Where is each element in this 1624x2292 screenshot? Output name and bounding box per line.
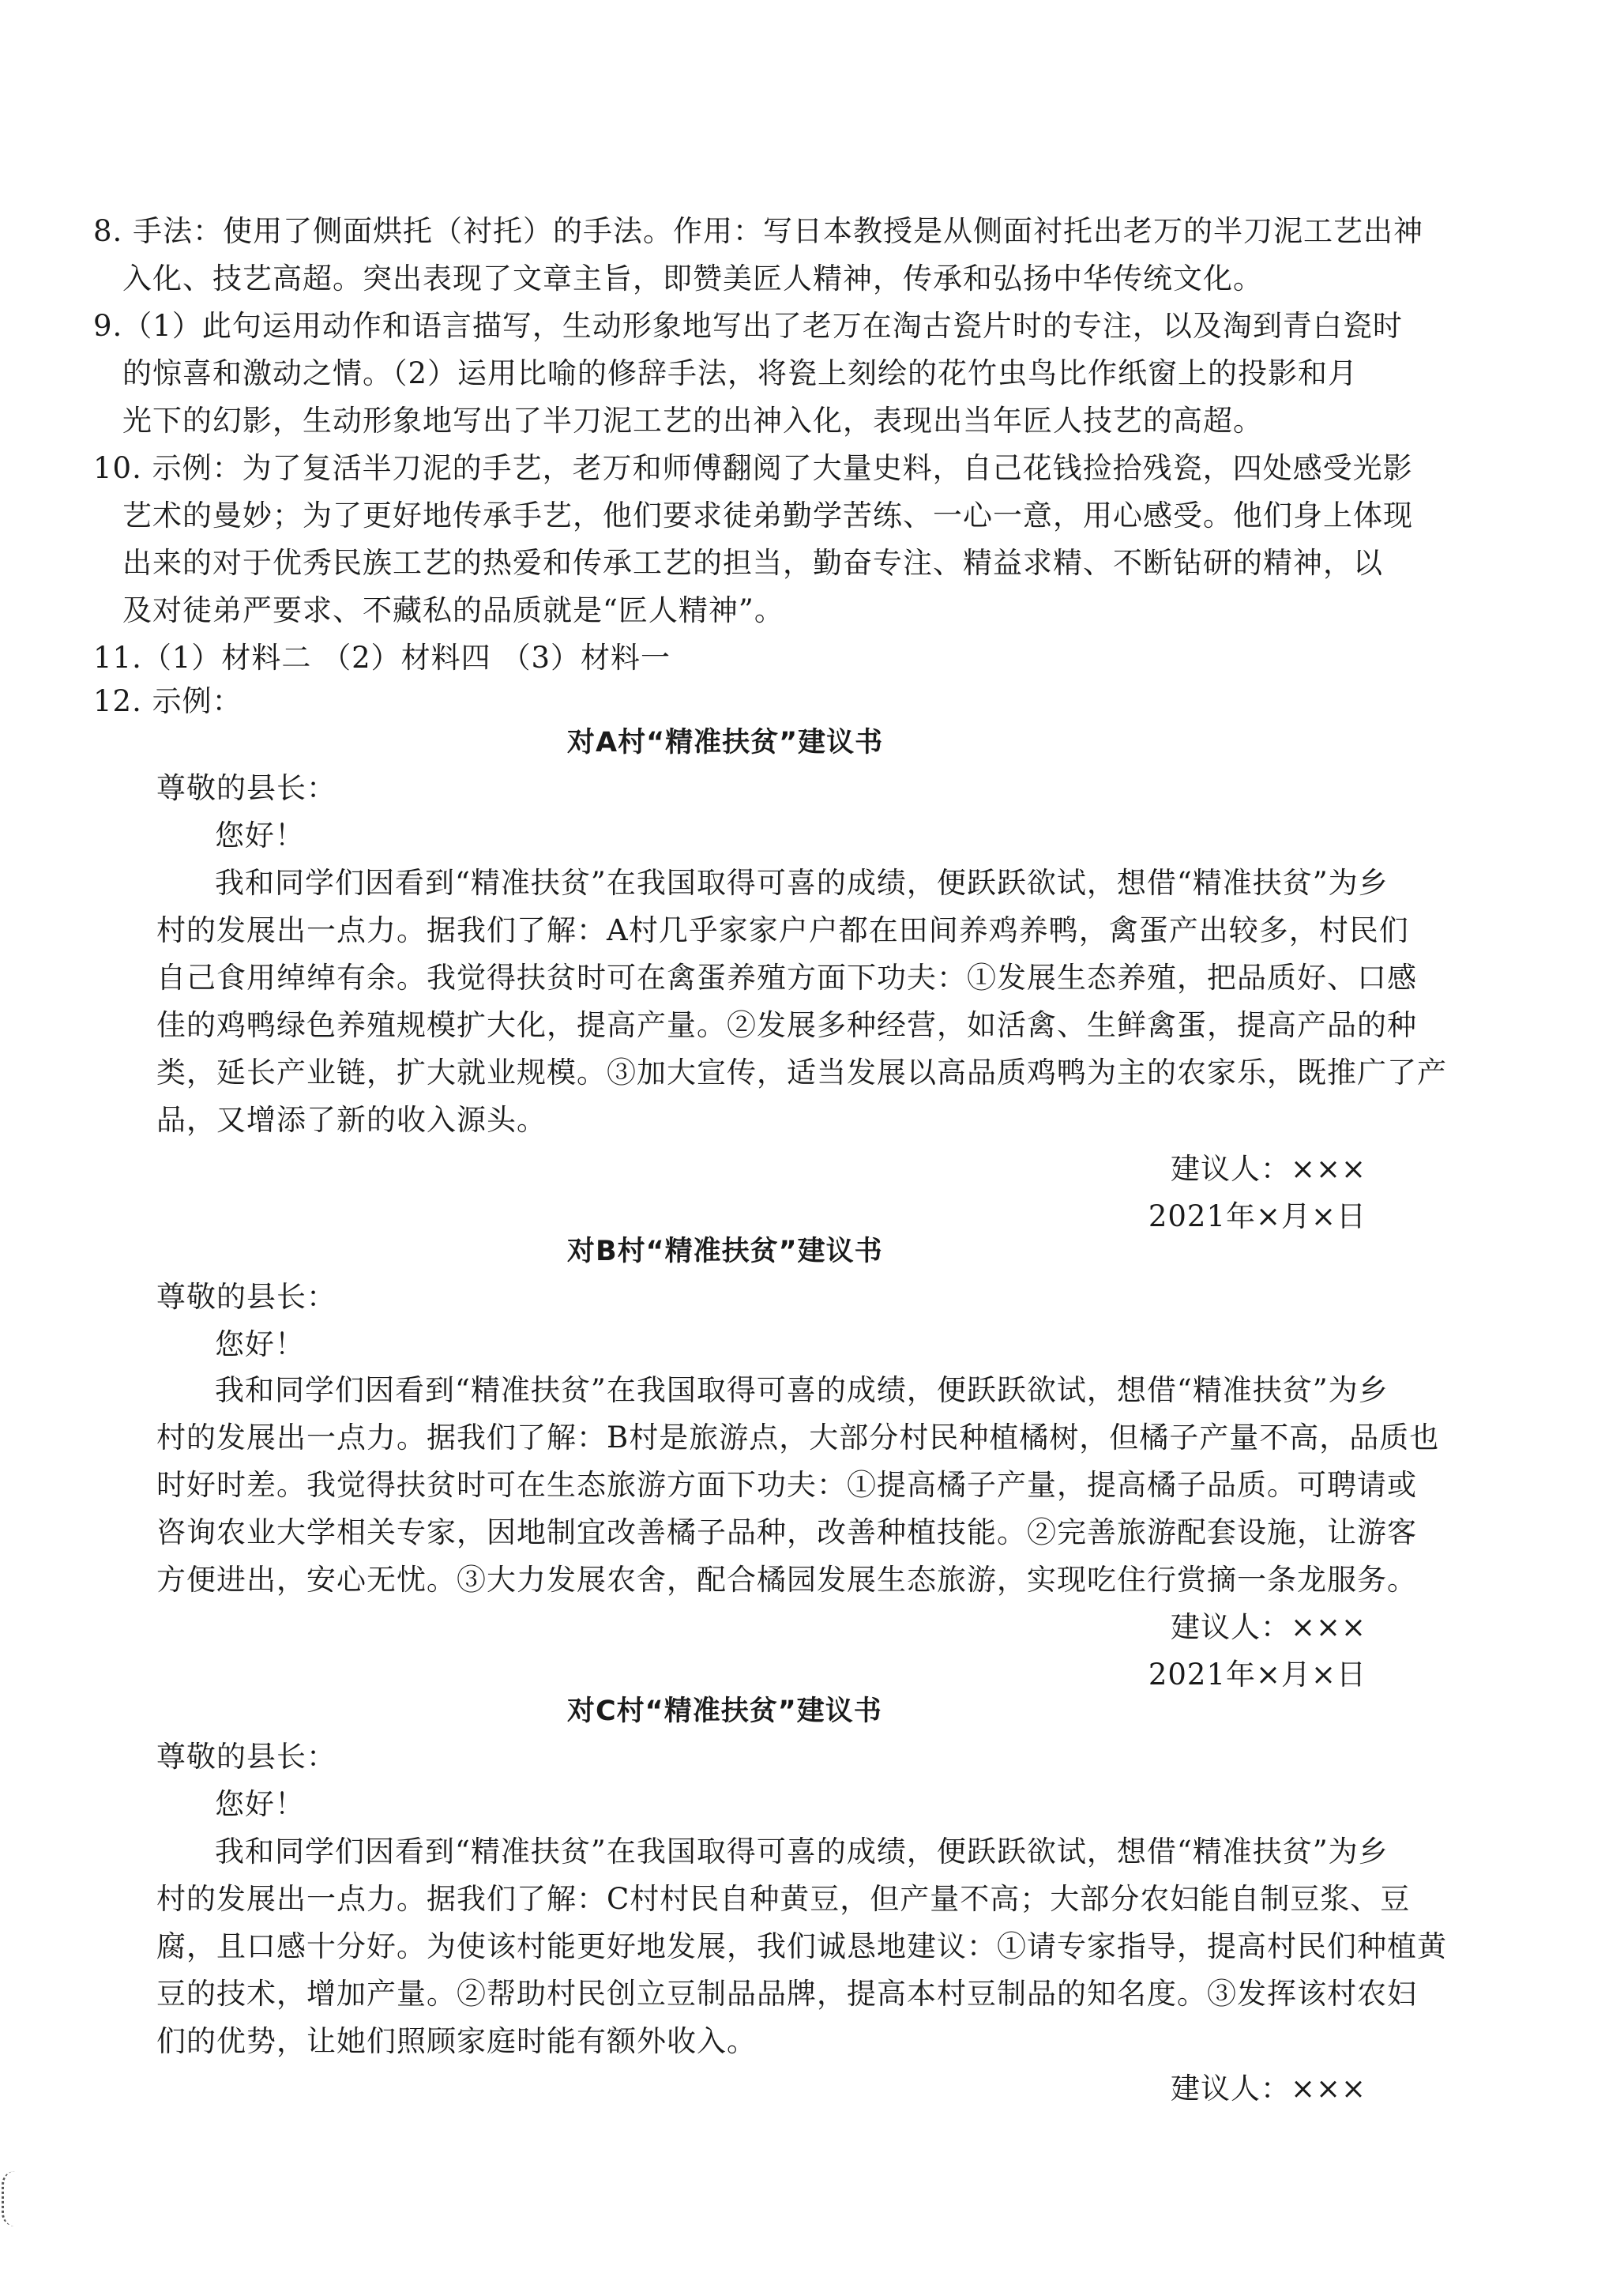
answer-12-intro: 12. 示例： xyxy=(93,684,242,718)
letter-a-body-line: 村的发展出一点力。据我们了解：A村几乎家家户户都在田间养鸡养鸭，禽蛋产出较多，村民们 xyxy=(156,913,1409,947)
letter-c-greeting: 您好！ xyxy=(215,1787,305,1821)
letter-a-date: 2021年×月×日 xyxy=(1148,1199,1366,1233)
letter-c-body-line: 村的发展出一点力。据我们了解：C村村民自种黄豆，但产量不高；大部分农妇能自制豆浆、豆 xyxy=(156,1882,1411,1916)
binding-mark xyxy=(2,2171,15,2226)
letter-c-body-line: 腐，且口感十分好。为使该村能更好地发展，我们诚恳地建议：①请专家指导，提高村民们种植黄 xyxy=(156,1929,1447,1963)
answer-10-line-2: 艺术的曼妙；为了更好地传承手艺，他们要求徒弟勤学苦练、一心一意，用心感受。他们身上体现 xyxy=(122,499,1413,533)
answer-9-line-3: 光下的幻影，生动形象地写出了半刀泥工艺的出神入化，表现出当年匠人技艺的高超。 xyxy=(122,404,1263,438)
letter-a-body-line: 自己食用绰绰有余。我觉得扶贫时可在禽蛋养殖方面下功夫：①发展生态养殖，把品质好、口感 xyxy=(156,961,1417,995)
letter-b-body-line: 时好时差。我觉得扶贫时可在生态旅游方面下功夫：①提高橘子产量，提高橘子品质。可聘请或 xyxy=(156,1468,1417,1502)
answer-8-line-2: 入化、技艺高超。突出表现了文章主旨，即赞美匠人精神，传承和弘扬中华传统文化。 xyxy=(122,262,1263,295)
letter-b-signer: 建议人：××× xyxy=(1170,1610,1366,1644)
letter-b-title: 对B村“精准扶贫”建议书 xyxy=(567,1236,883,1267)
answer-10-line-3: 出来的对于优秀民族工艺的热爱和传承工艺的担当，勤奋专注、精益求精、不断钻研的精神，以 xyxy=(122,546,1383,580)
letter-b-salutation: 尊敬的县长： xyxy=(156,1280,336,1314)
letter-b-date: 2021年×月×日 xyxy=(1148,1658,1366,1692)
answer-10-line-4: 及对徒弟严要求、不藏私的品质就是“匠人精神”。 xyxy=(122,593,784,627)
letter-b-body-line: 方便进出，安心无忧。③大力发展农舍，配合橘园发展生态旅游，实现吃住行赏摘一条龙服务。 xyxy=(156,1563,1417,1597)
letter-a-body-line: 类，延长产业链，扩大就业规模。③加大宣传，适当发展以高品质鸡鸭为主的农家乐，既推广了产 xyxy=(156,1056,1447,1090)
answer-8-line-1: 8. 手法：使用了侧面烘托（衬托）的手法。作用：写日本教授是从侧面衬托出老万的半刀泥工艺出神 xyxy=(93,214,1424,248)
letter-b-greeting: 您好！ xyxy=(215,1327,305,1361)
letter-a-salutation: 尊敬的县长： xyxy=(156,771,336,805)
letter-b-body-line: 村的发展出一点力。据我们了解：B村是旅游点，大部分村民种植橘树，但橘子产量不高，品质也 xyxy=(156,1421,1440,1455)
letter-a-greeting: 您好！ xyxy=(215,819,305,852)
letter-a-body-line: 品，又增添了新的收入源头。 xyxy=(156,1103,547,1137)
answer-11: 11.（1）材料二 （2）材料四 （3）材料一 xyxy=(93,641,671,675)
answer-9-line-1: 9.（1）此句运用动作和语言描写，生动形象地写出了老万在淘古瓷片时的专注，以及淘到青白瓷时 xyxy=(93,309,1403,343)
letter-c-body-line: 我和同学们因看到“精准扶贫”在我国取得可喜的成绩，便跃跃欲试，想借“精准扶贫”为乡 xyxy=(215,1835,1389,1869)
letter-a-signer: 建议人：××× xyxy=(1170,1152,1366,1186)
answer-9-line-2: 的惊喜和激动之情。（2）运用比喻的修辞手法，将瓷上刻绘的花竹虫鸟比作纸窗上的投影和月 xyxy=(122,356,1359,390)
letter-c-body-line: 们的优势，让她们照顾家庭时能有额外收入。 xyxy=(156,2024,757,2058)
letter-a-body-line: 佳的鸡鸭绿色养殖规模扩大化，提高产量。②发展多种经营，如活禽、生鲜禽蛋，提高产品的种 xyxy=(156,1008,1417,1042)
letter-c-salutation: 尊敬的县长： xyxy=(156,1740,336,1774)
letter-c-body-line: 豆的技术，增加产量。②帮助村民创立豆制品品牌，提高本村豆制品的知名度。③发挥该村农妇 xyxy=(156,1977,1417,2011)
letter-b-body-line: 咨询农业大学相关专家，因地制宜改善橘子品种，改善种植技能。②完善旅游配套设施，让游客 xyxy=(156,1515,1417,1549)
letter-c-signer: 建议人：××× xyxy=(1170,2072,1366,2106)
letter-a-body-line: 我和同学们因看到“精准扶贫”在我国取得可喜的成绩，便跃跃欲试，想借“精准扶贫”为乡 xyxy=(215,866,1389,900)
letter-a-title: 对A村“精准扶贫”建议书 xyxy=(567,727,884,758)
answer-10-line-1: 10. 示例：为了复活半刀泥的手艺，老万和师傅翻阅了大量史料，自己花钱捡拾残瓷，四处感受光影 xyxy=(93,451,1413,485)
letter-b-body-line: 我和同学们因看到“精准扶贫”在我国取得可喜的成绩，便跃跃欲试，想借“精准扶贫”为乡 xyxy=(215,1373,1389,1407)
letter-c-title: 对C村“精准扶贫”建议书 xyxy=(567,1695,882,1727)
